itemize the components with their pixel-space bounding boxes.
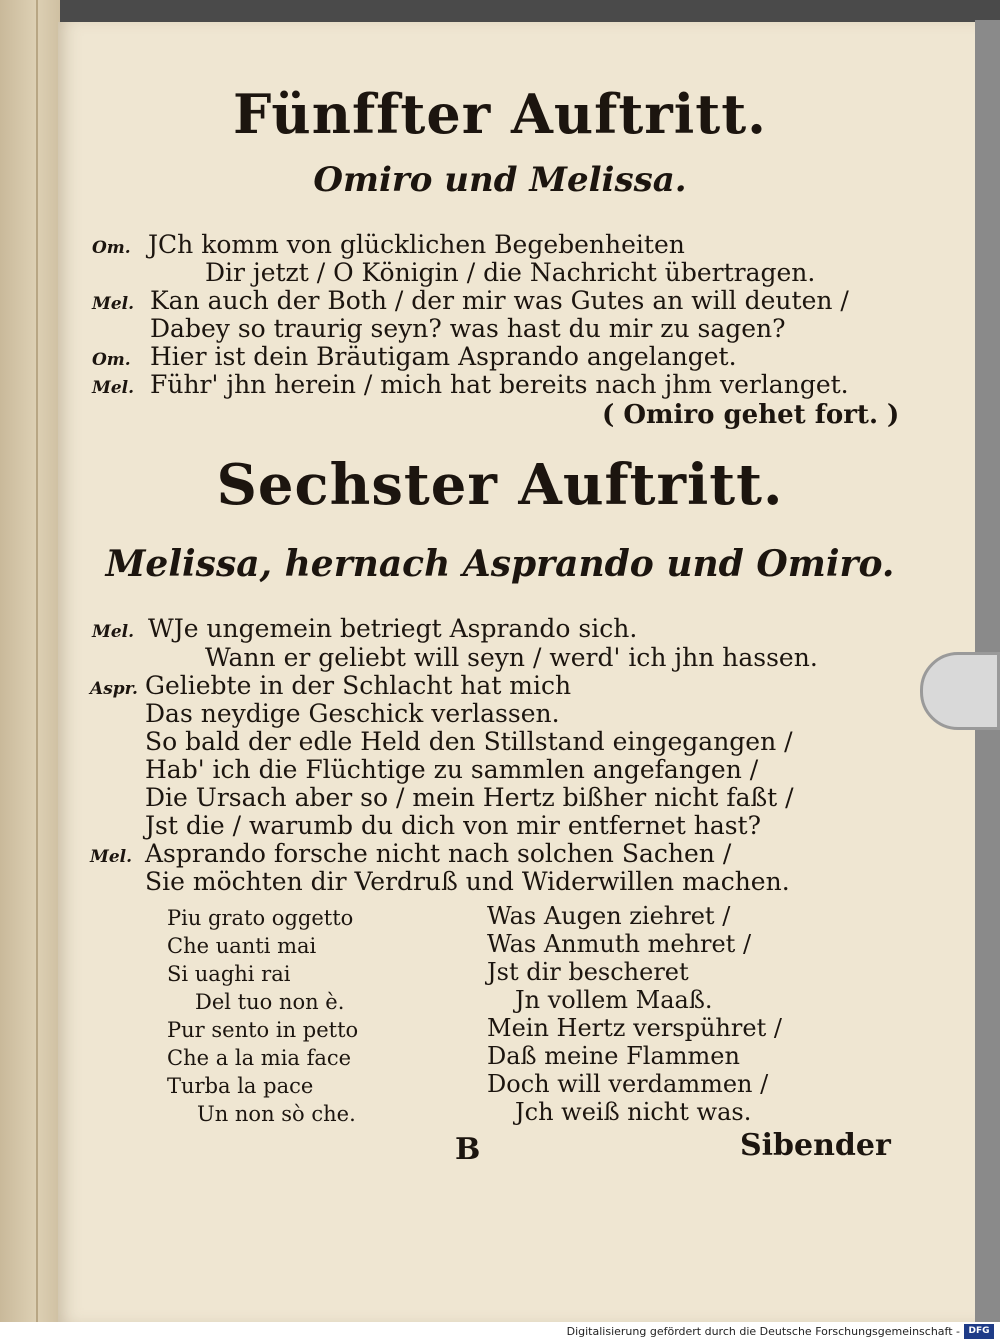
spine-fold-line — [36, 0, 38, 1342]
verse-line: Wann er geliebt will seyn / werd' ich jhn hassen. — [205, 643, 818, 672]
speaker-label: Om. — [92, 350, 131, 370]
scene6-persons: Melissa, hernach Asprando und Omiro. — [105, 543, 895, 585]
verse-line: Sie möchten dir Verdruß und Widerwillen machen. — [145, 867, 790, 896]
book-spine — [0, 0, 60, 1342]
footer-credit: Digitalisierung gefördert durch die Deutsche Forschungsgemeinschaft - — [566, 1325, 960, 1338]
verse-line: Dir jetzt / O Königin / die Nachricht übertragen. — [205, 258, 816, 287]
verse-line: Das neydige Geschick verlassen. — [145, 699, 560, 728]
verse-line: Dabey so traurig seyn? was hast du mir zu sagen? — [150, 314, 786, 343]
verse-line: WJe ungemein betriegt Asprando sich. — [148, 614, 638, 643]
aria-italian-line: Turba la pace — [167, 1074, 314, 1098]
speaker-label: Aspr. — [90, 679, 138, 699]
footer-bar — [0, 1322, 1000, 1342]
speaker-label: Mel. — [92, 622, 135, 642]
scene5-title: Fünffter Auftritt. — [233, 82, 767, 146]
aria-german-line: Doch will verdammen / — [487, 1070, 769, 1098]
aria-german-line: Jst dir bescheret — [487, 958, 689, 986]
aria-german-line: Was Augen ziehret / — [487, 902, 731, 930]
speaker-label: Mel. — [92, 378, 135, 398]
stage-direction: ( Omiro gehet fort. ) — [602, 400, 900, 430]
verse-line: Die Ursach aber so / mein Hertz bißher nicht faßt / — [145, 783, 794, 812]
verse-line: So bald der edle Held den Stillstand eingegangen / — [145, 727, 793, 756]
aria-italian-line: Si uaghi rai — [167, 962, 291, 986]
speaker-label: Om. — [92, 238, 131, 258]
verse-line: JCh komm von glücklichen Begebenheiten — [148, 230, 685, 259]
verse-line: Hier ist dein Bräutigam Asprando angelanget. — [150, 342, 737, 371]
verse-line: Hab' ich die Flüchtige zu sammlen angefangen / — [145, 755, 759, 784]
aria-italian-line: Che a la mia face — [167, 1046, 352, 1070]
speaker-label: Mel. — [92, 294, 135, 314]
verse-line: Geliebte in der Schlacht hat mich — [145, 671, 572, 700]
aria-italian-line: Che uanti mai — [167, 934, 317, 958]
scene6-title: Sechster Auftritt. — [216, 452, 784, 518]
aria-german-line: Jn vollem Maaß. — [515, 986, 713, 1014]
aria-italian-line: Un non sò che. — [197, 1102, 356, 1126]
verse-line: Jst die / warumb du dich von mir entfernet hast? — [145, 811, 762, 840]
speaker-label: Mel. — [90, 847, 133, 867]
aria-italian-line: Pur sento in petto — [167, 1018, 359, 1042]
signature-mark: B — [455, 1132, 481, 1167]
scene5-persons: Omiro und Melissa. — [313, 160, 687, 200]
aria-italian-line: Del tuo non è. — [195, 990, 345, 1014]
aria-german-line: Mein Hertz verspühret / — [487, 1014, 782, 1042]
page-turn-tab[interactable] — [920, 652, 1000, 730]
aria-italian-line: Piu grato oggetto — [167, 906, 354, 930]
verse-line: Asprando forsche nicht nach solchen Sachen / — [145, 839, 732, 868]
aria-german-line: Daß meine Flammen — [487, 1042, 740, 1070]
verse-line: Führ' jhn herein / mich hat bereits nach jhm verlanget. — [150, 370, 849, 399]
catchword: Sibender — [740, 1128, 891, 1163]
verse-line: Kan auch der Both / der mir was Gutes an will deuten / — [150, 286, 849, 315]
aria-german-line: Was Anmuth mehret / — [487, 930, 752, 958]
dfg-logo-icon: DFG — [964, 1324, 994, 1339]
aria-german-line: Jch weiß nicht was. — [515, 1098, 752, 1126]
